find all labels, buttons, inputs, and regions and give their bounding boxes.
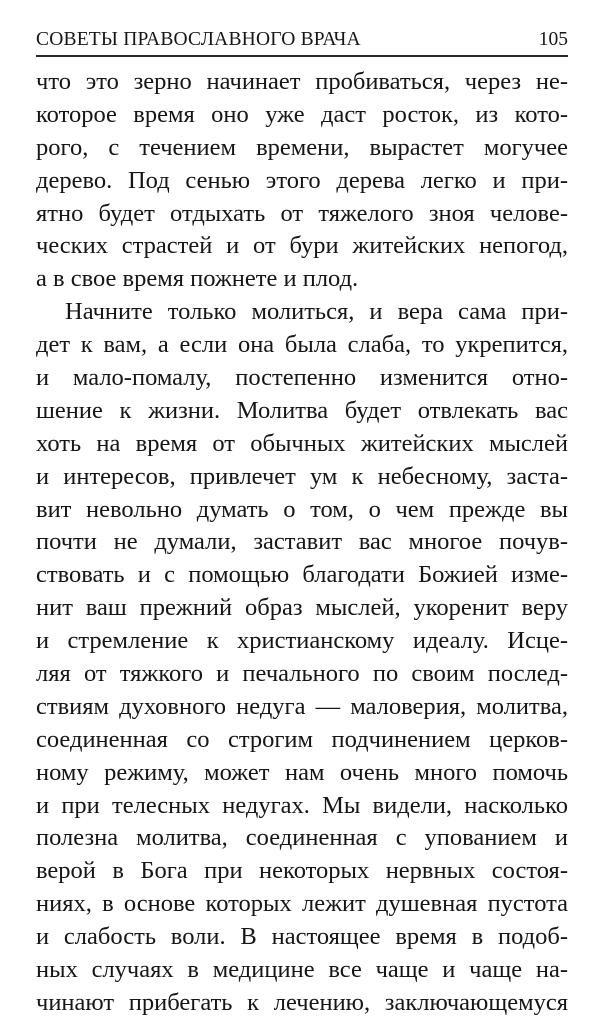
- text-line: а в свое время пожнете и плод.: [36, 265, 359, 293]
- running-header-title: СОВЕТЫ ПРАВОСЛАВНОГО ВРАЧА: [36, 29, 361, 50]
- text-line: вит невольно думать о том, о чем прежде вы: [36, 495, 568, 523]
- text-line: ниях, в основе которых лежит душевная пустота: [36, 890, 568, 918]
- text-line: ных случаях в медицине все чаще и чаще на-: [36, 956, 568, 984]
- text-line: и стремление к христианскому идеалу. Исце-: [36, 627, 568, 655]
- paragraph-start-line: Начните только молиться, и вера сама при-: [65, 298, 568, 326]
- text-line: рого, с течением времени, вырастет могучее: [36, 133, 568, 161]
- text-line: ствиям духовного недуга — маловерия, молитва,: [36, 692, 568, 720]
- text-line: ятно будет отдыхать от тяжелого зноя челове-: [36, 199, 568, 227]
- text-line: нит ваш прежний образ мыслей, укоренит веру: [36, 594, 568, 622]
- text-line: и при телесных недугах. Мы видели, насколько: [36, 791, 568, 819]
- text-line: и интересов, привлечет ум к небесному, заста-: [36, 462, 568, 490]
- body-text: [36, 66, 568, 1020]
- text-line: которое время оно уже даст росток, из кото-: [36, 100, 568, 128]
- running-header: [36, 27, 568, 57]
- text-line: полезна молитва, соединенная с упованием и: [36, 824, 568, 852]
- text-line: и мало-помалу, постепенно изменится отно-: [36, 364, 568, 392]
- text-line: ствовать и с помощью благодати Божией изме-: [36, 561, 568, 589]
- text-line: ляя от тяжкого и печального по своим послед-: [36, 660, 568, 688]
- text-line: ческих страстей и от бури житейских непогод,: [36, 232, 568, 260]
- text-line: почти не думали, заставит вас многое почув-: [36, 528, 568, 556]
- text-line: и слабость воли. В настоящее время в подоб-: [36, 923, 568, 951]
- text-line: дет к вам, а если она была слаба, то укрепится,: [36, 331, 568, 359]
- text-line: дерево. Под сенью этого дерева легко и при-: [36, 166, 568, 194]
- page-number: 105: [538, 29, 568, 50]
- text-line: ному режиму, может нам очень много помочь: [36, 758, 568, 786]
- text-line: шение к жизни. Молитва будет отвлекать вас: [36, 396, 568, 424]
- text-line: чинают прибегать к лечению, заключающемуся: [36, 988, 568, 1016]
- text-line: хоть на время от обычных житейских мыслей: [36, 429, 568, 457]
- text-line: соединенная со строгим подчинением церков-: [36, 725, 568, 753]
- text-line: что это зерно начинает пробиваться, через не-: [36, 68, 568, 95]
- text-line: верой в Бога при некоторых нервных состоя-: [36, 857, 568, 885]
